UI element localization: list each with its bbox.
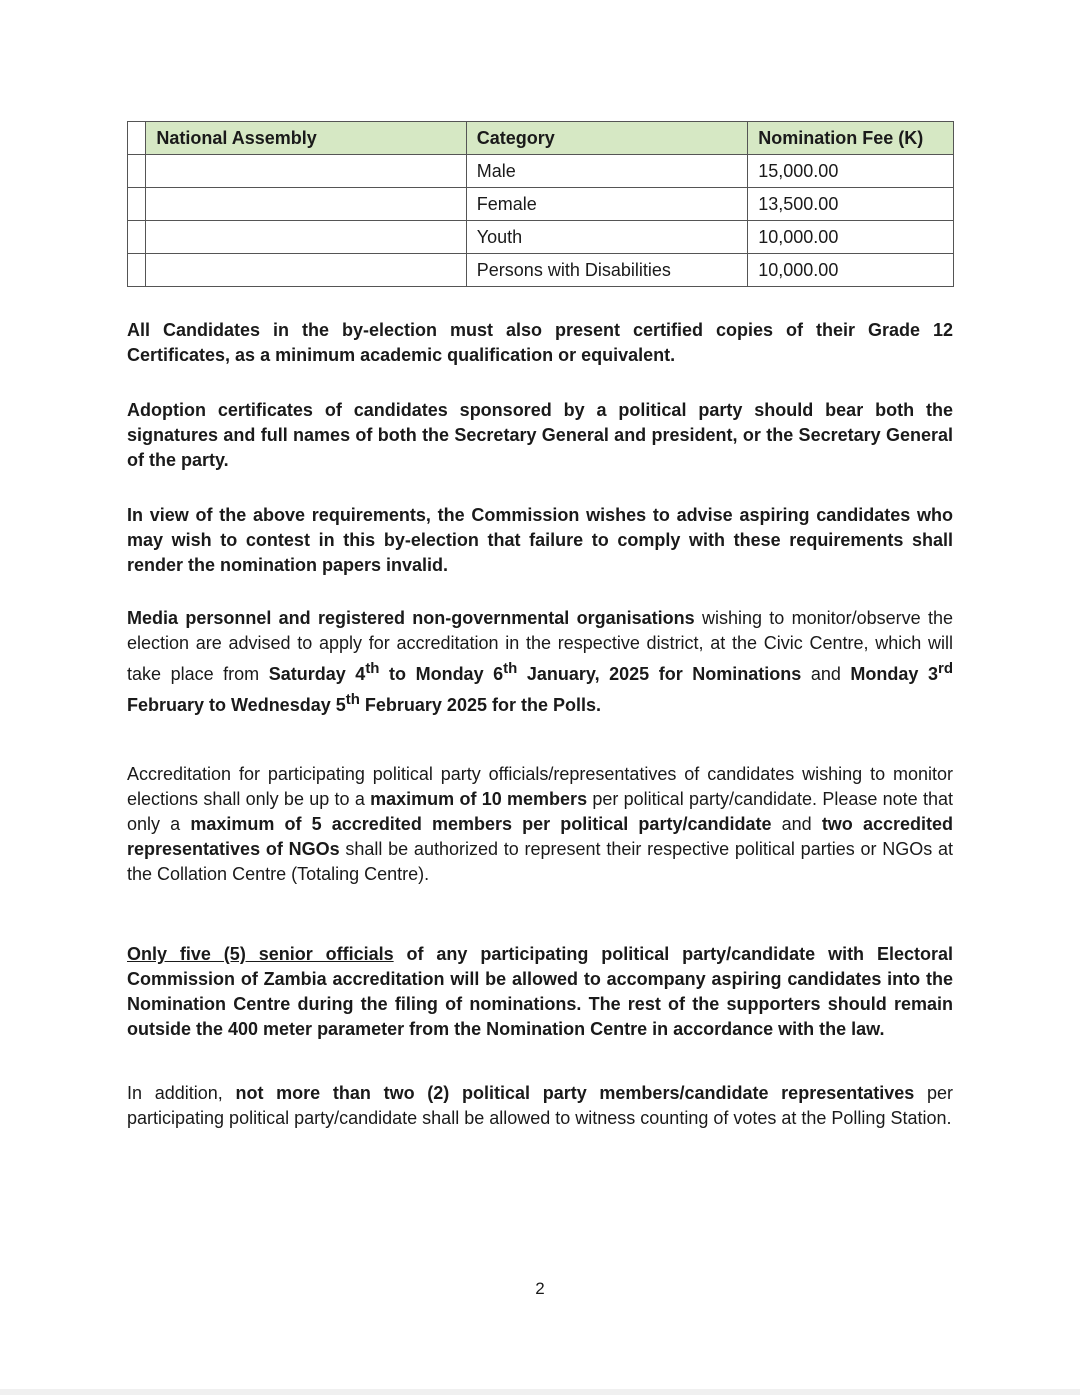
paragraph-vote-counting <box>127 1081 953 1131</box>
text-span: and <box>771 814 822 834</box>
text-span: In addition, <box>127 1083 236 1103</box>
superscript: th <box>365 660 380 677</box>
table-cell-category: Youth <box>466 221 747 254</box>
text-span: January, 2025 for Nominations <box>517 664 802 684</box>
text-span: February 2025 for the Polls. <box>359 695 601 715</box>
table-cell <box>146 254 466 287</box>
text-span: Accreditation for participating political party officials/representatives of candidates wishing to monitor elections shall only be up to a <box>127 764 953 809</box>
table-cell <box>146 188 466 221</box>
table-row <box>128 254 954 287</box>
table-row <box>128 155 954 188</box>
table-cell-fee: 10,000.00 <box>748 254 954 287</box>
page-bottom-edge <box>0 1389 1080 1395</box>
table-cell <box>128 122 146 155</box>
table-cell-fee: 10,000.00 <box>748 221 954 254</box>
text-span: Monday 3 <box>850 664 938 684</box>
text-span: Only five (5) senior officials <box>127 944 394 964</box>
table-cell <box>128 155 146 188</box>
text-span: per political party/candidate. Please note that only a <box>127 789 953 834</box>
text-span: Media personnel and registered non-governmental organisations <box>127 608 695 628</box>
paragraph-senior-officials <box>127 942 953 1042</box>
text-span: of any participating political party/candidate with Electoral Commission of Zambia accreditation will be allowed to accompany aspiring candidates into the Nomination Centre during the filing of nominations. The rest of the supporters should remain outside the 400 meter parameter from the Nomination Centre in accordance with the law. <box>127 944 953 1039</box>
superscript: rd <box>938 660 953 677</box>
paragraph-party-accreditation <box>127 762 953 887</box>
table-cell <box>128 254 146 287</box>
superscript: th <box>345 691 360 708</box>
table-cell-fee: 13,500.00 <box>748 188 954 221</box>
text-span: Saturday 4 <box>268 664 366 684</box>
table-cell <box>128 188 146 221</box>
table-cell <box>128 221 146 254</box>
paragraph-compliance-warning: In view of the above requirements, the Commission wishes to advise aspiring candidates who may wish to contest in this by-election that failure to comply with these requirements shall render the nomination papers invalid. <box>127 505 953 575</box>
table-cell-category: Persons with Disabilities <box>466 254 747 287</box>
table-header-row <box>128 122 954 155</box>
table-cell-fee: 15,000.00 <box>748 155 954 188</box>
table-header-category: Category <box>466 122 747 155</box>
page-number: 2 <box>535 1279 545 1298</box>
nomination-fee-table <box>127 121 954 287</box>
superscript: th <box>503 660 518 677</box>
table-row <box>128 188 954 221</box>
paragraph-adoption-certificates: Adoption certificates of candidates sponsored by a political party should bear both the signatures and full names of both the Secretary General and president, or the Secretary General of the party. <box>127 400 953 470</box>
text-span: and <box>801 664 851 684</box>
table-cell-category: Female <box>466 188 747 221</box>
text-span: February to Wednesday 5 <box>127 695 346 715</box>
text-span: maximum of 10 members <box>370 789 588 809</box>
table-header-fee: Nomination Fee (K) <box>748 122 954 155</box>
text-span: maximum of 5 accredited members per political party/candidate <box>190 814 772 834</box>
table-cell <box>146 155 466 188</box>
text-span: to Monday 6 <box>379 664 504 684</box>
text-span: not more than two (2) political party members/candidate representatives <box>235 1083 915 1103</box>
table-cell-category: Male <box>466 155 747 188</box>
text-span: two accredited representatives of NGOs <box>127 814 953 859</box>
table-header-national-assembly: National Assembly <box>146 122 466 155</box>
paragraph-grade12-requirement: All Candidates in the by-election must also present certified copies of their Grade 12 Certificates, as a minimum academic qualification or equivalent. <box>127 320 953 365</box>
text-span: wishing to monitor/observe the election are advised to apply for accreditation in the respective district, at the Civic Centre, which will take place from <box>127 608 953 684</box>
text-span: per participating political party/candidate shall be allowed to witness counting of votes at the Polling Station. <box>127 1083 953 1128</box>
paragraph-media-accreditation <box>127 606 953 718</box>
table-row <box>128 221 954 254</box>
text-span: shall be authorized to represent their respective political parties or NGOs at the Collation Centre (Totaling Centre). <box>127 839 954 884</box>
table-cell <box>146 221 466 254</box>
